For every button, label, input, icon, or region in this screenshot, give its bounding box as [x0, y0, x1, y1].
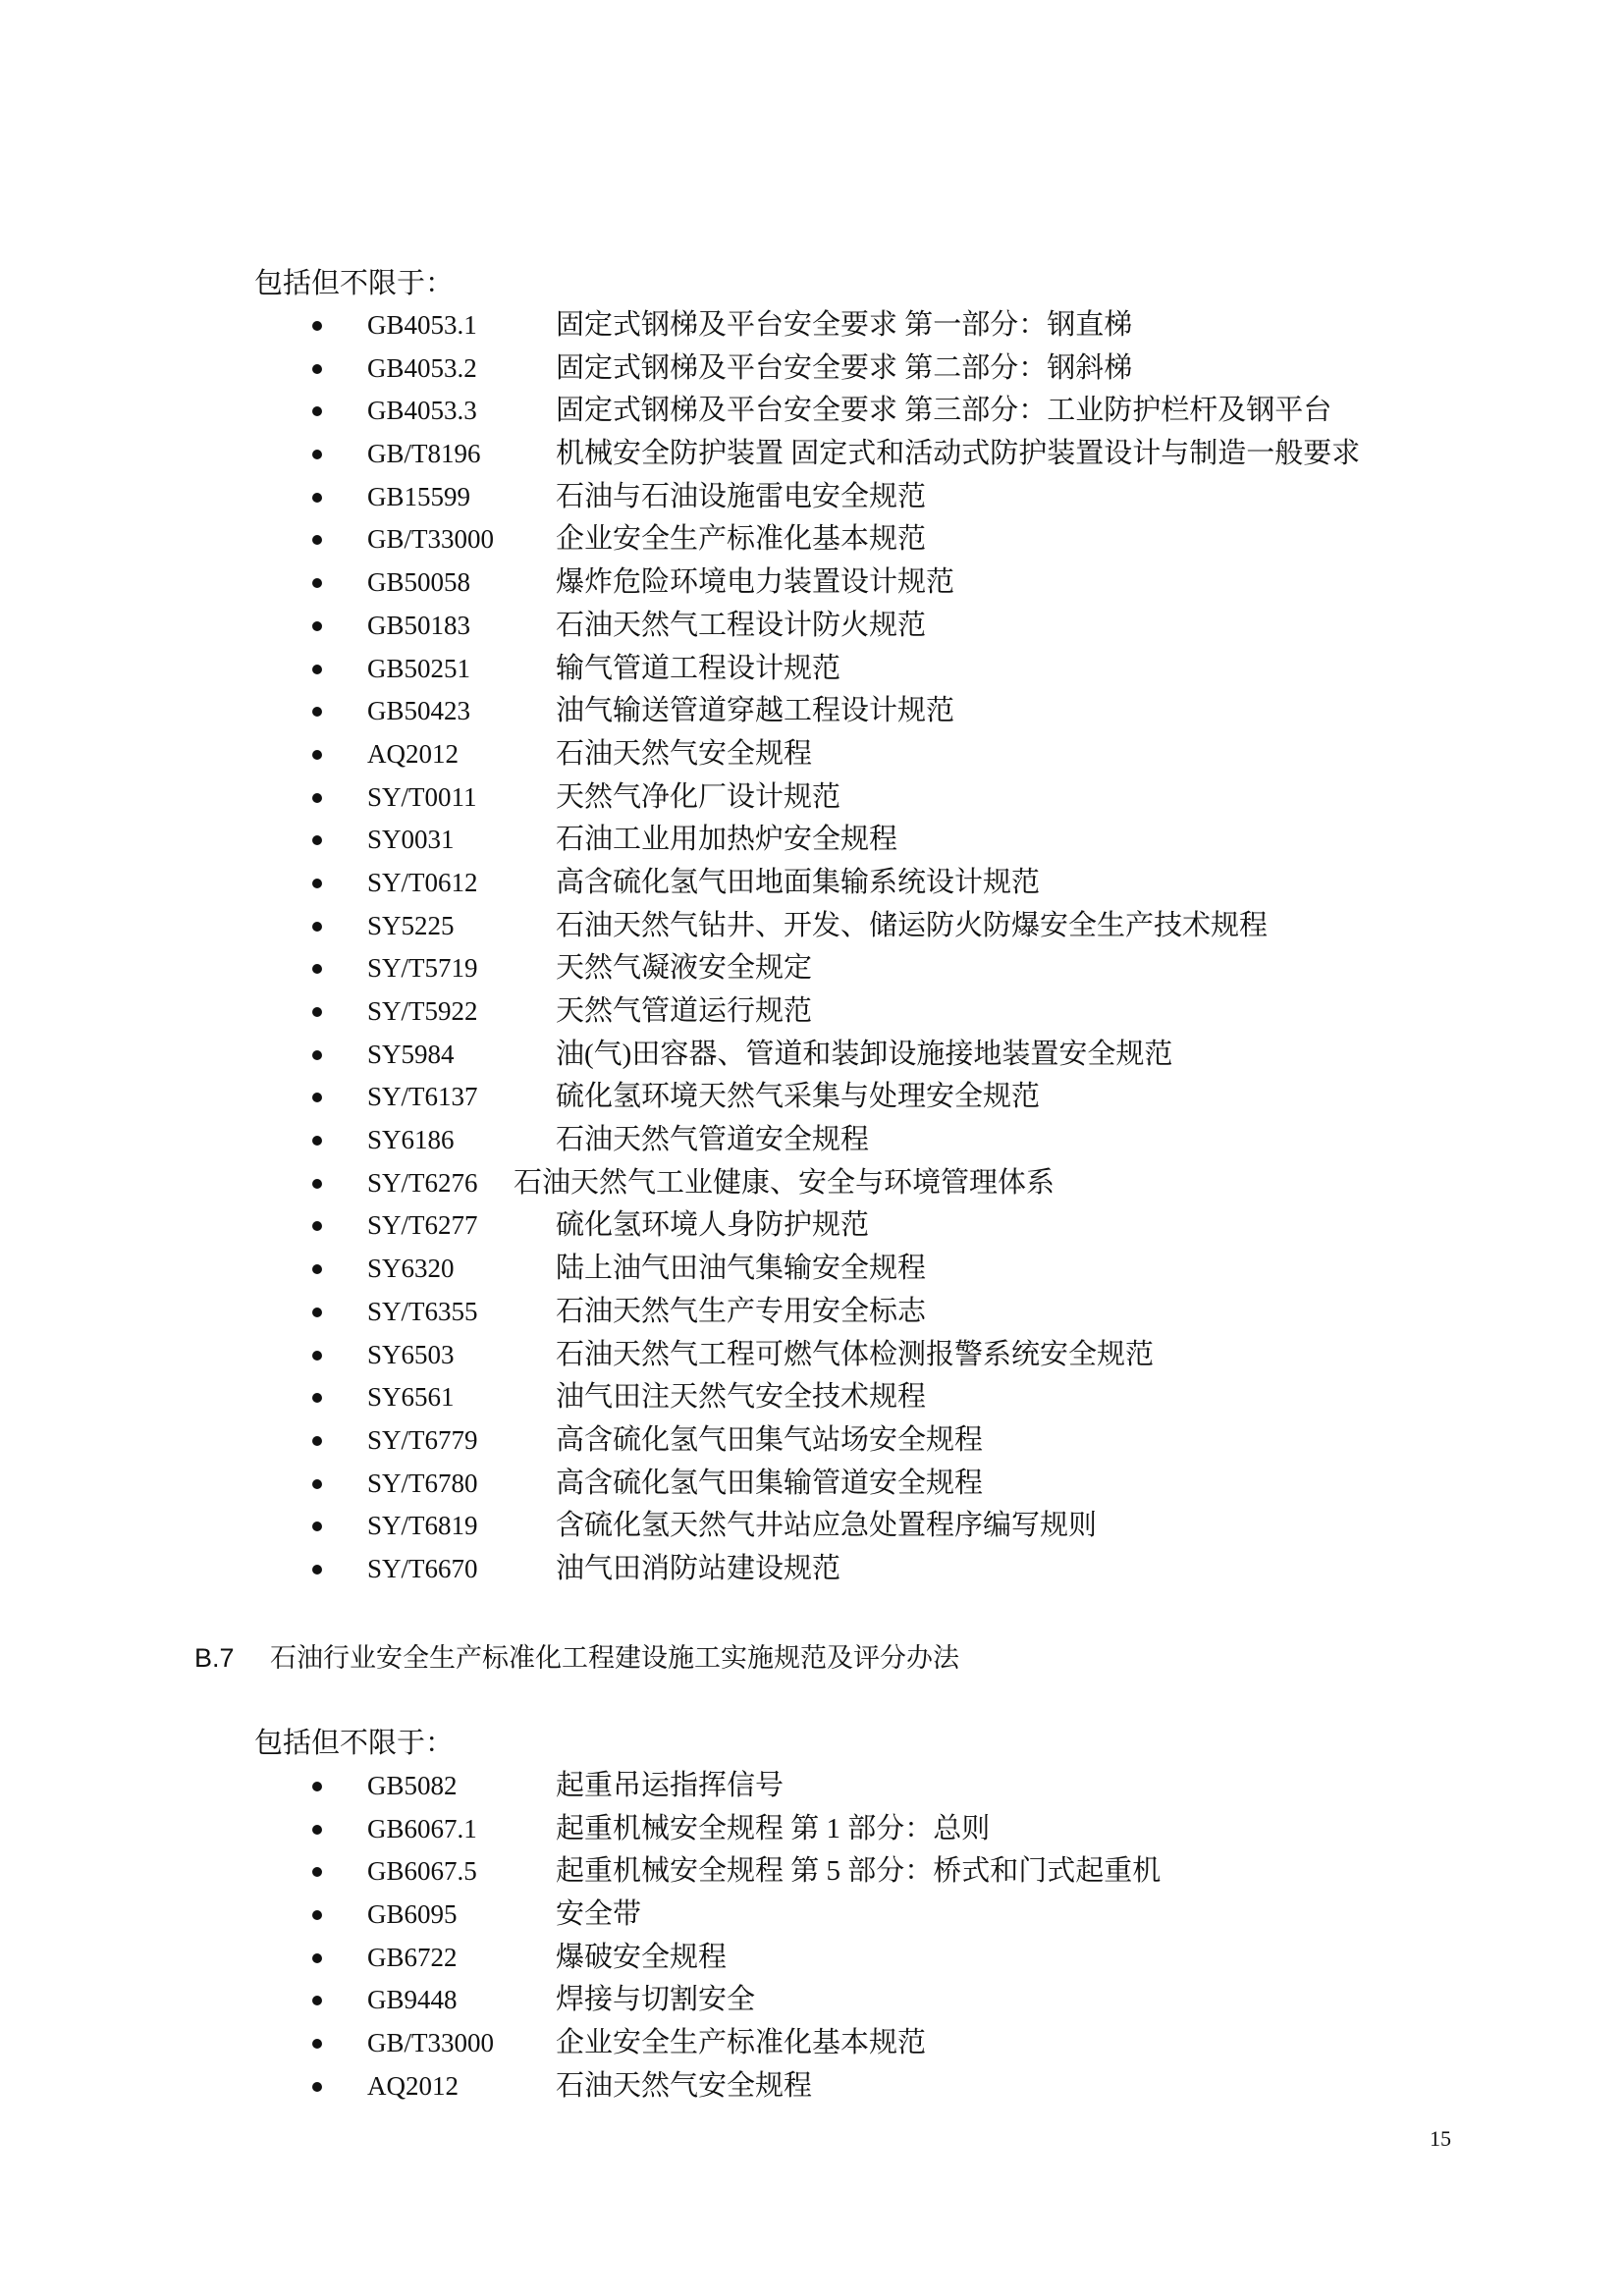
bullet-icon	[312, 1522, 322, 1531]
bullet-icon	[312, 1351, 322, 1361]
bullet-icon	[312, 835, 322, 845]
standard-code: SY5984	[367, 1039, 455, 1069]
standard-code: SY/T6670	[367, 1553, 478, 1583]
bullet-icon	[312, 364, 322, 374]
list-item	[0, 1334, 1624, 1377]
list-item	[0, 990, 1624, 1034]
standard-code: SY/T6779	[367, 1424, 478, 1455]
standard-title: 油(气)田容器、管道和装卸设施接地装置安全规范	[556, 1038, 1173, 1070]
bullet-icon	[312, 1910, 322, 1920]
standard-title: 输气管道工程设计规范	[556, 652, 841, 684]
standard-code: SY/T5719	[367, 953, 478, 984]
standard-title: 陆上油气田油气集输安全规程	[556, 1253, 927, 1285]
standard-title: 企业安全生产标准化基本规范	[556, 523, 927, 556]
standard-title: 石油天然气安全规程	[556, 737, 813, 770]
standard-title: 石油天然气工程设计防火规范	[556, 609, 927, 641]
list-item	[0, 518, 1624, 561]
standard-title: 含硫化氢天然气井站应急处置程序编写规则	[556, 1510, 1098, 1542]
standard-title: 安全带	[556, 1898, 642, 1931]
standard-code: GB6067.1	[367, 1813, 477, 1843]
list-item	[0, 905, 1624, 948]
standard-code: GB15599	[367, 481, 471, 511]
standard-code: GB/T33000	[367, 2028, 495, 2058]
section-title: 石油行业安全生产标准化工程建设施工实施规范及评分办法	[270, 1643, 959, 1673]
bullet-icon	[312, 922, 322, 932]
list-item	[0, 433, 1624, 476]
standard-title: 固定式钢梯及平台安全要求 第三部分：工业防护栏杆及钢平台	[556, 395, 1332, 427]
standard-title: 固定式钢梯及平台安全要求 第二部分：钢斜梯	[556, 351, 1133, 384]
bullet-icon	[312, 1393, 322, 1403]
list-item	[0, 2022, 1624, 2065]
standard-title: 起重机械安全规程 第 1 部分：总则	[556, 1812, 991, 1844]
standard-title: 石油天然气管道安全规程	[556, 1124, 870, 1156]
bullet-icon	[312, 1436, 322, 1446]
bullet-icon	[312, 665, 322, 674]
bullet-icon	[312, 793, 322, 803]
list-item	[0, 390, 1624, 433]
standard-title: 焊接与切割安全	[556, 1984, 756, 2016]
list-item	[0, 776, 1624, 820]
bullet-icon	[312, 1565, 322, 1575]
list-item	[0, 605, 1624, 648]
standard-title: 起重机械安全规程 第 5 部分：桥式和门式起重机	[556, 1855, 1162, 1888]
list-item	[0, 1463, 1624, 1506]
standard-code: SY/T5922	[367, 996, 478, 1026]
bullet-icon	[312, 493, 322, 503]
standard-title: 石油与石油设施雷电安全规范	[556, 480, 927, 512]
section-intro: 包括但不限于：	[254, 1728, 455, 1759]
list-item	[0, 561, 1624, 605]
list-item	[0, 1076, 1624, 1119]
list-item	[0, 1808, 1624, 1851]
standard-code: GB6095	[367, 1899, 458, 1930]
bullet-icon	[312, 578, 322, 588]
standard-code: GB50423	[367, 696, 471, 726]
list-item	[0, 1979, 1624, 2022]
standard-title: 固定式钢梯及平台安全要求 第一部分：钢直梯	[556, 309, 1133, 341]
standard-code: SY/T6277	[367, 1210, 478, 1241]
list-item	[0, 1850, 1624, 1894]
list-item	[0, 476, 1624, 519]
bullet-icon	[312, 2039, 322, 2049]
bullet-icon	[312, 1308, 322, 1317]
standard-code: SY/T6276	[367, 1167, 478, 1198]
standard-title: 企业安全生产标准化基本规范	[556, 2027, 927, 2059]
standard-code: GB50251	[367, 653, 471, 683]
standards-list	[0, 1765, 1624, 2109]
bullet-icon	[312, 879, 322, 888]
standard-title: 起重吊运指挥信号	[556, 1770, 785, 1801]
section-heading	[0, 1636, 1624, 1680]
section-number: B.7	[194, 1643, 235, 1673]
standard-code: SY/T6137	[367, 1082, 478, 1112]
standard-code: SY/T6780	[367, 1468, 478, 1498]
bullet-icon	[312, 1825, 322, 1835]
list-item	[0, 1894, 1624, 1937]
list-item	[0, 1765, 1624, 1808]
standard-title: 爆炸危险环境电力装置设计规范	[556, 566, 955, 599]
standard-title: 油气田消防站建设规范	[556, 1552, 841, 1584]
bullet-icon	[312, 1221, 322, 1231]
bullet-icon	[312, 621, 322, 631]
standards-list	[0, 304, 1624, 1591]
list-item	[0, 819, 1624, 862]
standard-code: GB6722	[367, 1942, 458, 1972]
list-item	[0, 1034, 1624, 1077]
standard-title: 高含硫化氢气田地面集输系统设计规范	[556, 866, 1041, 898]
bullet-icon	[312, 2082, 322, 2092]
standard-title: 硫化氢环境天然气采集与处理安全规范	[556, 1081, 1041, 1113]
list-item	[0, 733, 1624, 776]
standard-code: GB4053.1	[367, 310, 477, 340]
standard-title: 石油天然气工业健康、安全与环境管理体系	[514, 1166, 1056, 1199]
standard-code: GB/T33000	[367, 524, 495, 555]
bullet-icon	[312, 450, 322, 459]
standard-code: SY6320	[367, 1254, 455, 1284]
bullet-icon	[312, 707, 322, 717]
standard-code: GB50058	[367, 567, 471, 598]
standard-code: GB50183	[367, 610, 471, 640]
bullet-icon	[312, 964, 322, 974]
standard-code: GB4053.3	[367, 396, 477, 426]
list-item	[0, 1376, 1624, 1419]
standard-title: 石油天然气生产专用安全标志	[556, 1295, 927, 1327]
list-item	[0, 862, 1624, 905]
bullet-icon	[312, 1479, 322, 1489]
list-item	[0, 1248, 1624, 1291]
page-number: 15	[1430, 2126, 1451, 2151]
standard-code: SY/T6355	[367, 1296, 478, 1326]
list-item	[0, 1937, 1624, 1980]
bullet-icon	[312, 1093, 322, 1102]
bullet-icon	[312, 1050, 322, 1060]
standard-title: 石油天然气安全规程	[556, 2069, 813, 2102]
list-item	[0, 1204, 1624, 1248]
standard-code: AQ2012	[367, 2070, 459, 2101]
list-item	[0, 690, 1624, 733]
bullet-icon	[312, 1179, 322, 1189]
bullet-icon	[312, 406, 322, 416]
bullet-icon	[312, 750, 322, 760]
bullet-icon	[312, 1867, 322, 1877]
list-item	[0, 347, 1624, 391]
standard-title: 石油天然气钻井、开发、储运防火防爆安全生产技术规程	[556, 909, 1269, 941]
bullet-icon	[312, 1136, 322, 1146]
standard-code: AQ2012	[367, 738, 459, 769]
standard-title: 石油天然气工程可燃气体检测报警系统安全规范	[556, 1338, 1155, 1370]
standard-title: 爆破安全规程	[556, 1941, 728, 1973]
standard-title: 高含硫化氢气田集输管道安全规程	[556, 1467, 984, 1499]
standard-code: GB5082	[367, 1771, 458, 1800]
standard-title: 机械安全防护装置 固定式和活动式防护装置设计与制造一般要求	[556, 438, 1361, 470]
list-item	[0, 304, 1624, 347]
standard-title: 油气田注天然气安全技术规程	[556, 1381, 927, 1414]
list-item	[0, 2065, 1624, 2109]
standard-title: 石油工业用加热炉安全规程	[556, 824, 898, 856]
list-item	[0, 1291, 1624, 1334]
standard-code: SY6186	[367, 1125, 455, 1155]
standard-code: GB/T8196	[367, 439, 481, 469]
section-intro: 包括但不限于：	[254, 268, 455, 299]
standard-title: 硫化氢环境人身防护规范	[556, 1209, 870, 1242]
list-item	[0, 1119, 1624, 1162]
standard-code: GB6067.5	[367, 1856, 477, 1887]
list-item	[0, 1548, 1624, 1591]
list-item	[0, 1419, 1624, 1463]
standard-code: GB9448	[367, 1985, 458, 2015]
bullet-icon	[312, 1007, 322, 1017]
bullet-icon	[312, 321, 322, 331]
bullet-icon	[312, 1953, 322, 1963]
bullet-icon	[312, 1264, 322, 1274]
list-item	[0, 1505, 1624, 1548]
standard-code: SY0031	[367, 825, 455, 855]
standard-code: GB4053.2	[367, 352, 477, 383]
standard-code: SY/T0011	[367, 781, 477, 812]
standard-code: SY/T0612	[367, 867, 478, 897]
bullet-icon	[312, 535, 322, 545]
standard-title: 天然气管道运行规范	[556, 995, 813, 1027]
list-item	[0, 1162, 1624, 1205]
standard-code: SY5225	[367, 910, 455, 940]
list-item	[0, 648, 1624, 691]
list-item	[0, 947, 1624, 990]
standard-code: SY6561	[367, 1382, 455, 1413]
standard-title: 油气输送管道穿越工程设计规范	[556, 695, 955, 727]
standard-code: SY6503	[367, 1339, 455, 1369]
standard-title: 天然气净化厂设计规范	[556, 780, 841, 813]
standard-title: 天然气凝液安全规定	[556, 952, 813, 985]
standard-code: SY/T6819	[367, 1511, 478, 1541]
bullet-icon	[312, 1996, 322, 2005]
standard-title: 高含硫化氢气田集气站场安全规程	[556, 1423, 984, 1456]
bullet-icon	[312, 1782, 322, 1791]
